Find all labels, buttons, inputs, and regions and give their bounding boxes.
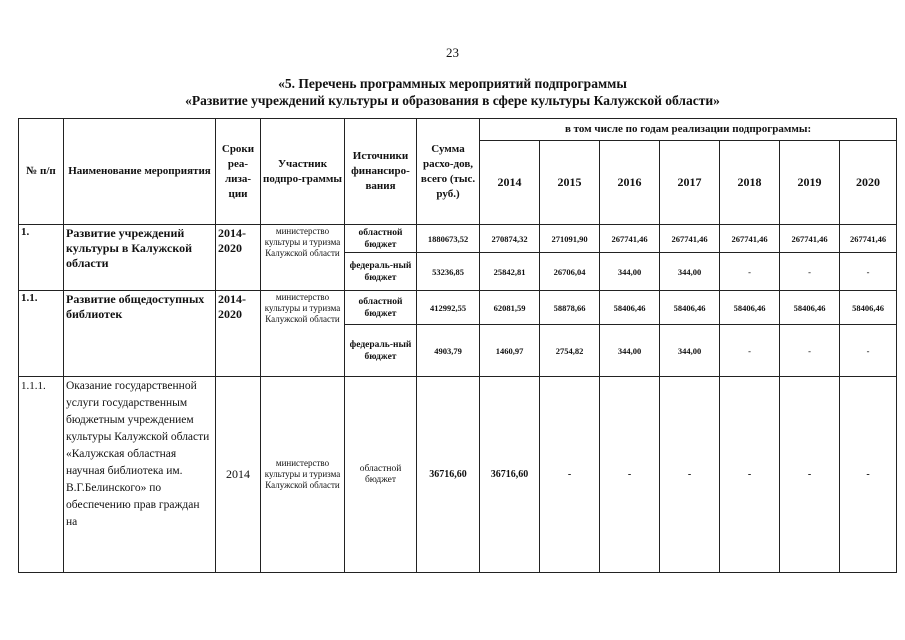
- table-row: [19, 291, 897, 325]
- year-value: -: [720, 325, 780, 377]
- year-value: 267741,46: [660, 225, 720, 253]
- year-value: -: [720, 253, 780, 291]
- header-year: 2016: [600, 141, 660, 225]
- row-term: 2014: [216, 377, 261, 573]
- year-value: 2754,82: [540, 325, 600, 377]
- year-value: 344,00: [660, 253, 720, 291]
- header-source: Источники финансиро-вания: [345, 119, 417, 225]
- row-code: 1.1.: [19, 291, 64, 377]
- row-source: областной бюджет: [345, 291, 417, 325]
- row-total: 36716,60: [417, 377, 480, 573]
- row-term: 2014-2020: [216, 291, 261, 377]
- row-term: 2014-2020: [216, 225, 261, 291]
- year-value: 62081,59: [480, 291, 540, 325]
- year-value: 58406,46: [780, 291, 840, 325]
- header-row-1: [19, 119, 897, 141]
- header-name: Наименование мероприятия: [64, 119, 216, 225]
- year-value: -: [540, 377, 600, 573]
- year-value: 58878,66: [540, 291, 600, 325]
- year-value: 36716,60: [480, 377, 540, 573]
- year-value: -: [720, 377, 780, 573]
- year-value: 267741,46: [600, 225, 660, 253]
- year-value: -: [660, 377, 720, 573]
- header-term: Сроки реа-лиза-ции: [216, 119, 261, 225]
- row-total: 412992,55: [417, 291, 480, 325]
- year-value: 267741,46: [840, 225, 897, 253]
- year-value: 58406,46: [720, 291, 780, 325]
- year-value: 58406,46: [600, 291, 660, 325]
- measures-table: [18, 118, 897, 573]
- row-participant: министерство культуры и туризма Калужской области: [261, 377, 345, 573]
- year-value: 58406,46: [840, 291, 897, 325]
- year-value: 271091,90: [540, 225, 600, 253]
- row-total: 1880673,52: [417, 225, 480, 253]
- year-value: -: [840, 253, 897, 291]
- row-name: Развитие общедоступных библиотек: [64, 291, 216, 377]
- year-value: -: [780, 253, 840, 291]
- header-participant: Участник подпро-граммы: [261, 119, 345, 225]
- header-year: 2015: [540, 141, 600, 225]
- year-value: 270874,32: [480, 225, 540, 253]
- row-code: 1.: [19, 225, 64, 291]
- title-line-1: «5. Перечень программных мероприятий подпрограммы: [278, 76, 627, 91]
- year-value: 267741,46: [720, 225, 780, 253]
- header-year: 2020: [840, 141, 897, 225]
- page-number: 23: [446, 45, 459, 60]
- year-value: -: [600, 377, 660, 573]
- row-name: Развитие учреждений культуры в Калужской области: [64, 225, 216, 291]
- row-name: Оказание государственной услуги государственным бюджетным учреждением культуры Калужской области «Калужская областная научная библиотека им. В.Г.Белинского» по обеспечению прав граждан на: [64, 377, 216, 573]
- year-value: 344,00: [600, 253, 660, 291]
- row-code: 1.1.1.: [19, 377, 64, 573]
- header-year: 2017: [660, 141, 720, 225]
- year-value: -: [840, 325, 897, 377]
- table-row: [19, 225, 897, 253]
- year-value: -: [840, 377, 897, 573]
- header-year: 2019: [780, 141, 840, 225]
- year-value: 344,00: [660, 325, 720, 377]
- year-value: -: [780, 377, 840, 573]
- row-source: федераль-ный бюджет: [345, 253, 417, 291]
- header-year: 2014: [480, 141, 540, 225]
- row-source: областной бюджет: [345, 377, 417, 573]
- year-value: 26706,04: [540, 253, 600, 291]
- row-participant: министерство культуры и туризма Калужской области: [261, 291, 345, 377]
- header-num: № п/п: [19, 119, 64, 225]
- header-by-years: в том числе по годам реализации подпрограммы:: [480, 119, 897, 141]
- table-row: [19, 377, 897, 573]
- row-source: федераль-ный бюджет: [345, 325, 417, 377]
- title-line-2: «Развитие учреждений культуры и образования в сфере культуры Калужской области»: [185, 93, 720, 108]
- row-total: 53236,85: [417, 253, 480, 291]
- year-value: 25842,81: [480, 253, 540, 291]
- year-value: -: [780, 325, 840, 377]
- year-value: 58406,46: [660, 291, 720, 325]
- row-participant: министерство культуры и туризма Калужской области: [261, 225, 345, 291]
- year-value: 267741,46: [780, 225, 840, 253]
- row-total: 4903,79: [417, 325, 480, 377]
- document-title: [0, 75, 905, 109]
- row-source: областной бюджет: [345, 225, 417, 253]
- header-year: 2018: [720, 141, 780, 225]
- header-sum: Сумма расхо-дов, всего (тыс. руб.): [417, 119, 480, 225]
- year-value: 1460,97: [480, 325, 540, 377]
- year-value: 344,00: [600, 325, 660, 377]
